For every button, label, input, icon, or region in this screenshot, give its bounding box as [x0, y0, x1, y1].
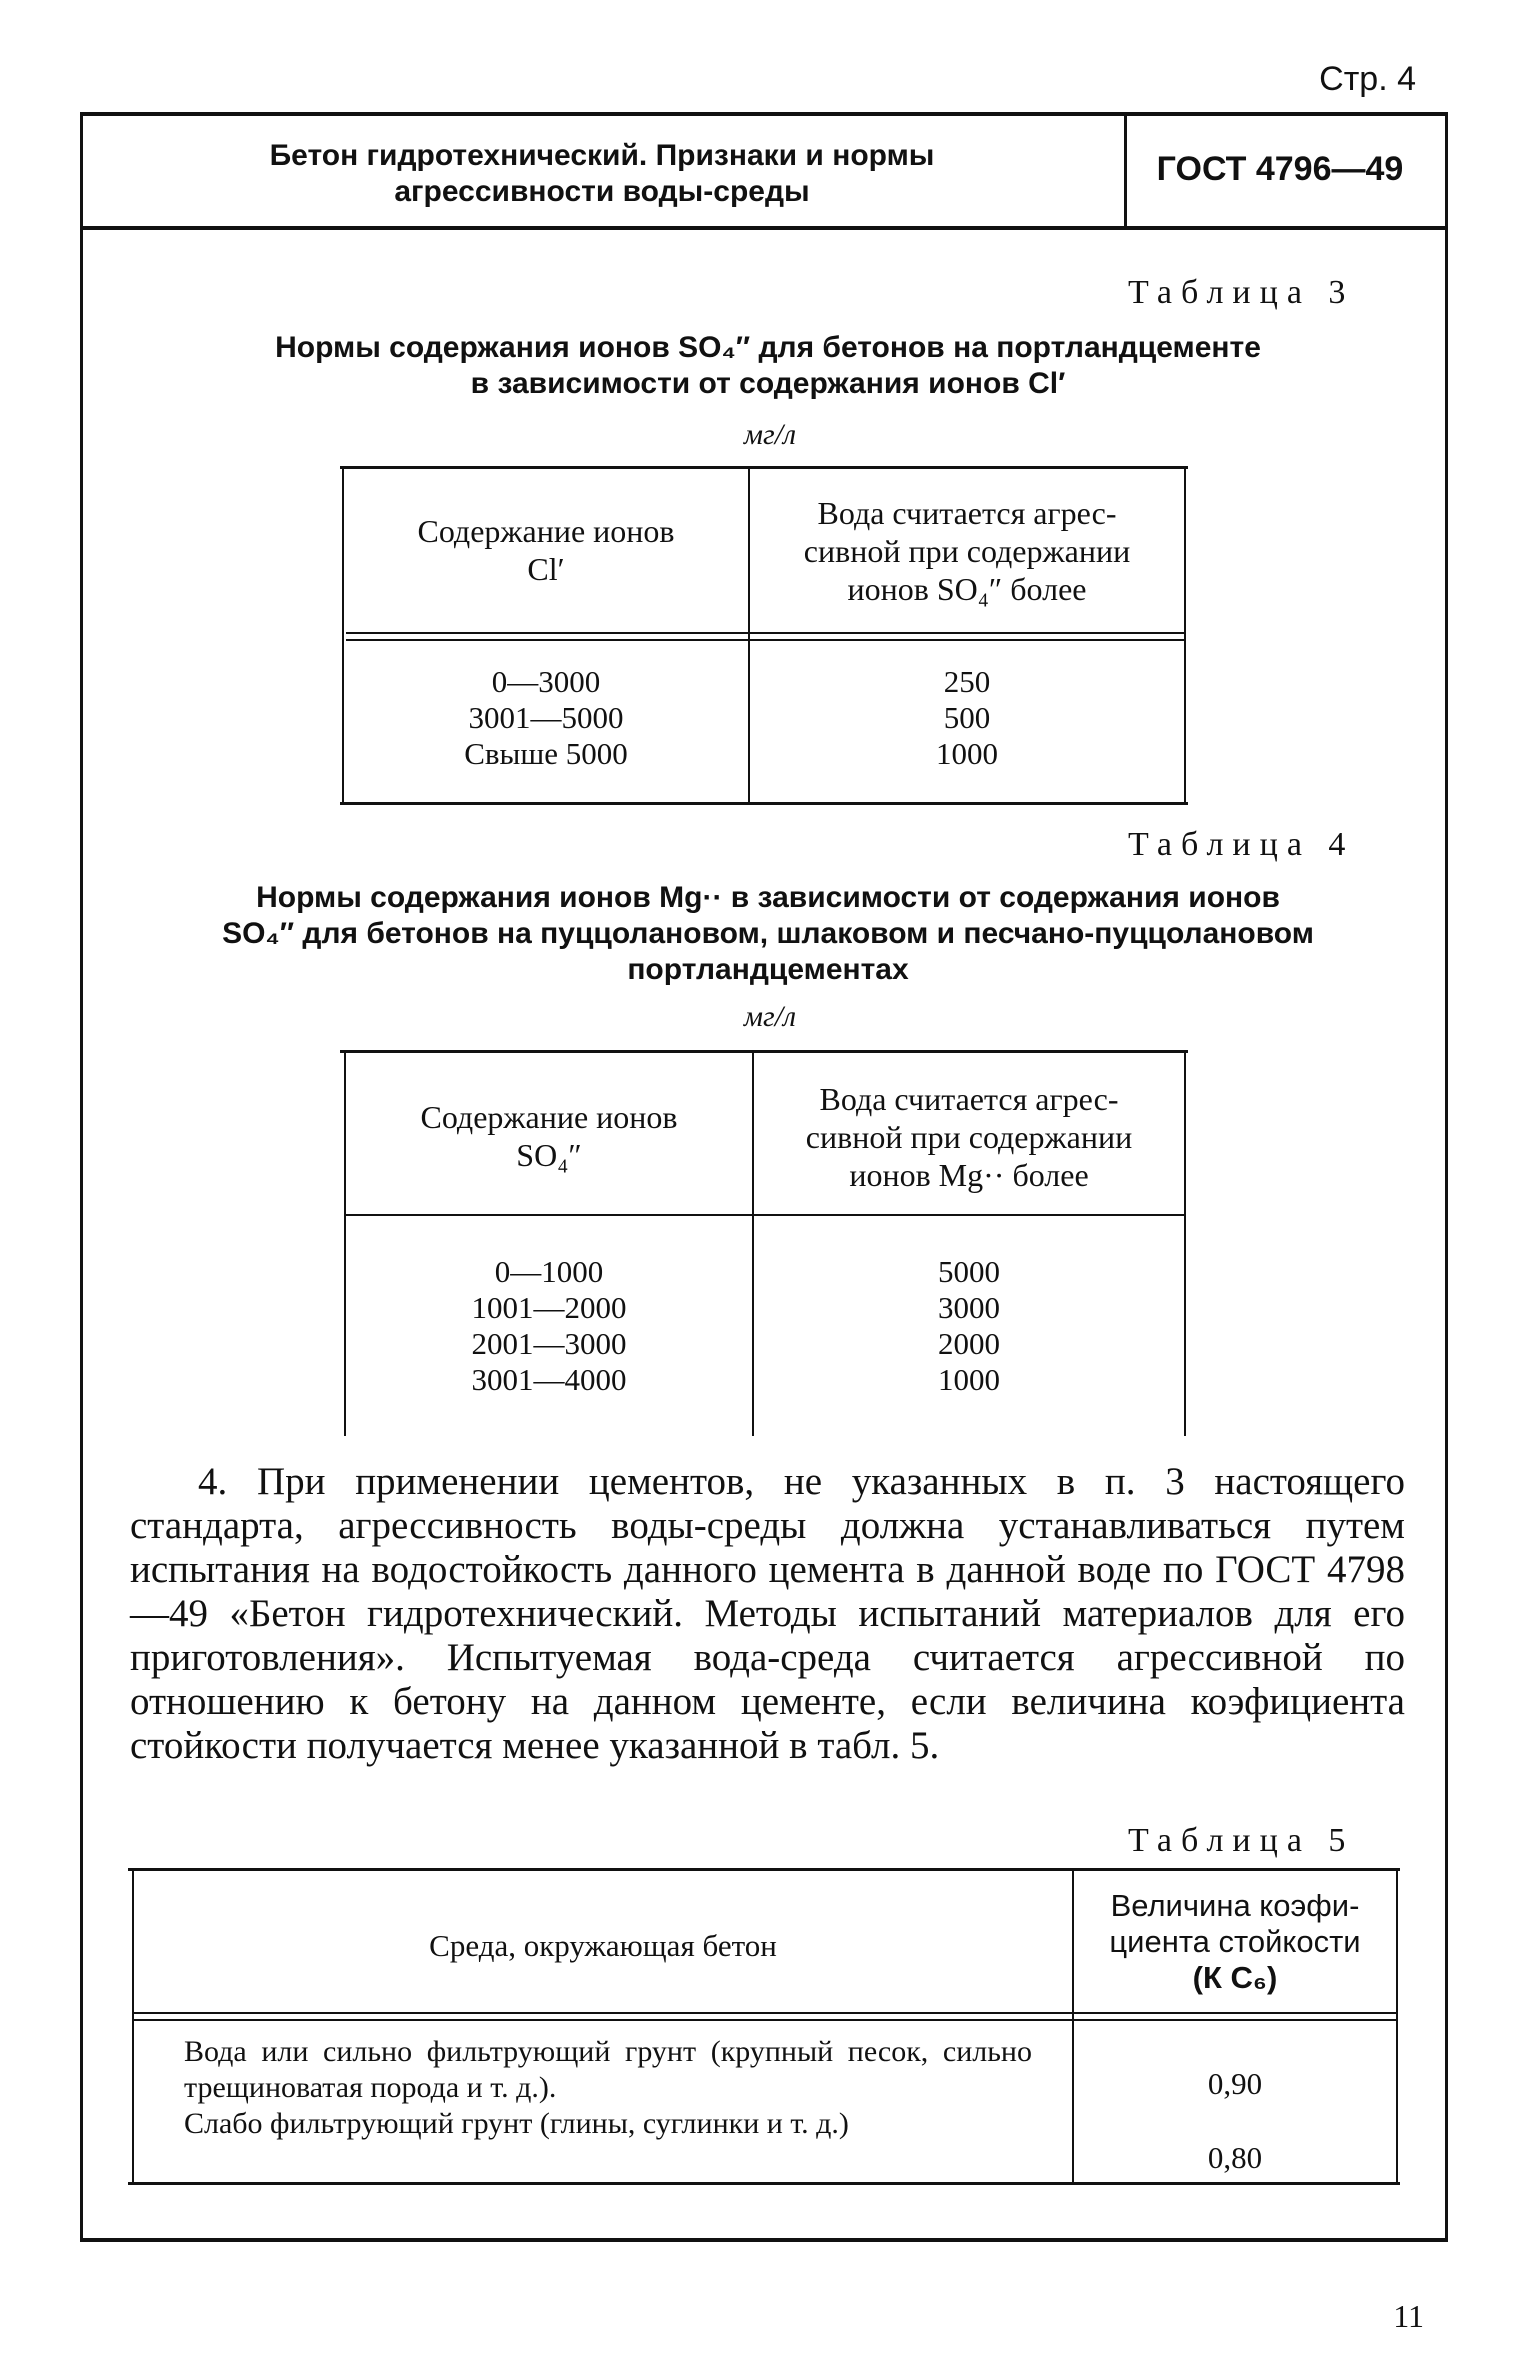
table4-col2-header-line2: сивной при содержании: [805, 1119, 1133, 1155]
table-cell: 500: [943, 700, 991, 735]
table5-label: Таблица 5: [1128, 1822, 1355, 1859]
table3-title: [150, 330, 1386, 402]
header-title: [82, 138, 1122, 210]
table3-col2-header: [750, 494, 1184, 608]
table4-unit: мг/л: [743, 1000, 797, 1033]
standard-number: ГОСТ 4796—49: [1156, 150, 1404, 188]
table-cell: 1000: [936, 736, 998, 771]
table5-row1-value: 0,90: [1207, 2066, 1263, 2101]
table5-right-border: [1396, 1870, 1398, 2182]
table-cell: 3001—4000: [471, 1362, 627, 1397]
table4-col2-header: [754, 1080, 1184, 1194]
table3-col2-values: [750, 664, 1184, 772]
table-cell: 1000: [938, 1362, 1000, 1397]
header-title-line1: Бетон гидротехнический. Признаки и нормы: [269, 139, 935, 172]
table5-left-border: [132, 1870, 134, 2182]
table5-row2-env: Слабо фильтрующий грунт (глины, суглинки и т. д.): [184, 2107, 849, 2140]
table3-col2-header-line3: ионов SO₄″ более: [847, 571, 1087, 607]
header-top-rule: [80, 112, 1448, 116]
table3-title-line1: Нормы содержания ионов SO₄″ для бетонов на портландцементе: [275, 331, 1261, 364]
table5-col2-header-line1: Величина коэфи-: [1110, 1888, 1360, 1923]
header-divider: [1124, 116, 1127, 226]
table5-bottom-rule: [128, 2182, 1400, 2185]
table5-row1-env: Вода или сильно фильтрующий грунт (крупный песок, сильно трещиноватая порода и т. д.).: [184, 2035, 1032, 2104]
table-cell: 0—1000: [494, 1254, 604, 1289]
table3-label: Таблица 3: [1128, 274, 1355, 311]
table4-col1-values: [346, 1254, 752, 1398]
table-cell: 1001—2000: [471, 1290, 627, 1325]
page-bottom-rule: [80, 2238, 1448, 2242]
footer-page-number: 11: [1393, 2298, 1424, 2334]
table4-head-rule: [346, 1214, 1186, 1216]
header-bottom-rule: [80, 226, 1448, 230]
table4-top-rule: [340, 1050, 1188, 1053]
table5-top-rule: [128, 1868, 1400, 1871]
table-cell: 2001—3000: [471, 1326, 627, 1361]
table4-col1-header-line2: SO₄″: [516, 1137, 582, 1173]
page-right-border: [1445, 112, 1448, 2242]
paragraph-4-text: 4. При применении цементов, не указанных в п. 3 настоящего стандарта, агрессивность воды-среды должна устанавливаться путем испытания на водостойкость данного цемента в данной воде по ГОСТ 4798—49 «Бетон гидротехнический. Методы испытаний материалов для его приготовления». Испытуемая вода-среда считается агрессивной по отношению к бетону на данном цементе, если величина коэфициента стойкости получается менее указанной в табл. 5.: [130, 1460, 1405, 1767]
paragraph-4: [130, 1460, 1405, 1768]
table4-right-border: [1184, 1052, 1186, 1436]
table3-right-border: [1184, 468, 1186, 802]
table4-title-line3: портландцементах: [627, 953, 909, 986]
table5-col1-header: Среда, окружающая бетон: [429, 1928, 777, 1963]
page-label: Стр. 4: [1319, 60, 1416, 98]
table3-col1-header-line2: Cl′: [527, 551, 565, 587]
table5-head-rule-2: [134, 2019, 1398, 2021]
table3-head-rule-1: [346, 632, 1186, 634]
table4-col2-header-line3: ионов Mg·· более: [849, 1157, 1089, 1193]
table3-top-rule: [340, 466, 1188, 469]
table3-bottom-rule: [340, 802, 1188, 805]
table4-title-line1: Нормы содержания ионов Mg·· в зависимости от содержания ионов: [256, 881, 1280, 914]
table3-head-rule-2: [346, 639, 1186, 641]
table3-col1-header: [344, 512, 748, 588]
table-cell: Свыше 5000: [464, 736, 628, 771]
table5-head-rule-1: [134, 2012, 1398, 2014]
table3-col1-values: [344, 664, 748, 772]
table-cell: 0—3000: [491, 664, 601, 699]
table-cell: 3000: [938, 1290, 1000, 1325]
table5-col2-header-line3: (К С₆): [1192, 1960, 1278, 1995]
table5-row2-value: 0,80: [1207, 2140, 1263, 2175]
table3-col2-header-line2: сивной при содержании: [803, 533, 1131, 569]
table3-unit: мг/л: [743, 418, 797, 451]
table-cell: 5000: [938, 1254, 1000, 1289]
page-left-border: [80, 112, 83, 2242]
table4-col1-header: [346, 1098, 752, 1174]
table4-title-line2: SO₄″ для бетонов на пуццолановом, шлаковом и песчано-пуццолановом: [222, 917, 1314, 950]
table-cell: 3001—5000: [468, 700, 624, 735]
table4-col2-header-line1: Вода считается агрес-: [819, 1081, 1119, 1117]
table4-col2-values: [754, 1254, 1184, 1398]
table3-col1-header-line1: Содержание ионов: [417, 513, 675, 549]
table-cell: 250: [943, 664, 991, 699]
table5-col2-header: [1074, 1888, 1396, 1996]
table4-title: [120, 880, 1416, 988]
header-title-line2: агрессивности воды-среды: [394, 175, 810, 208]
table5-col2-header-line2: циента стойкости: [1109, 1924, 1361, 1959]
table-cell: 2000: [938, 1326, 1000, 1361]
table3-col2-header-line1: Вода считается агрес-: [817, 495, 1117, 531]
table4-label: Таблица 4: [1128, 826, 1355, 863]
table3-title-line2: в зависимости от содержания ионов Cl′: [470, 367, 1066, 400]
table4-col1-header-line1: Содержание ионов: [420, 1099, 678, 1135]
